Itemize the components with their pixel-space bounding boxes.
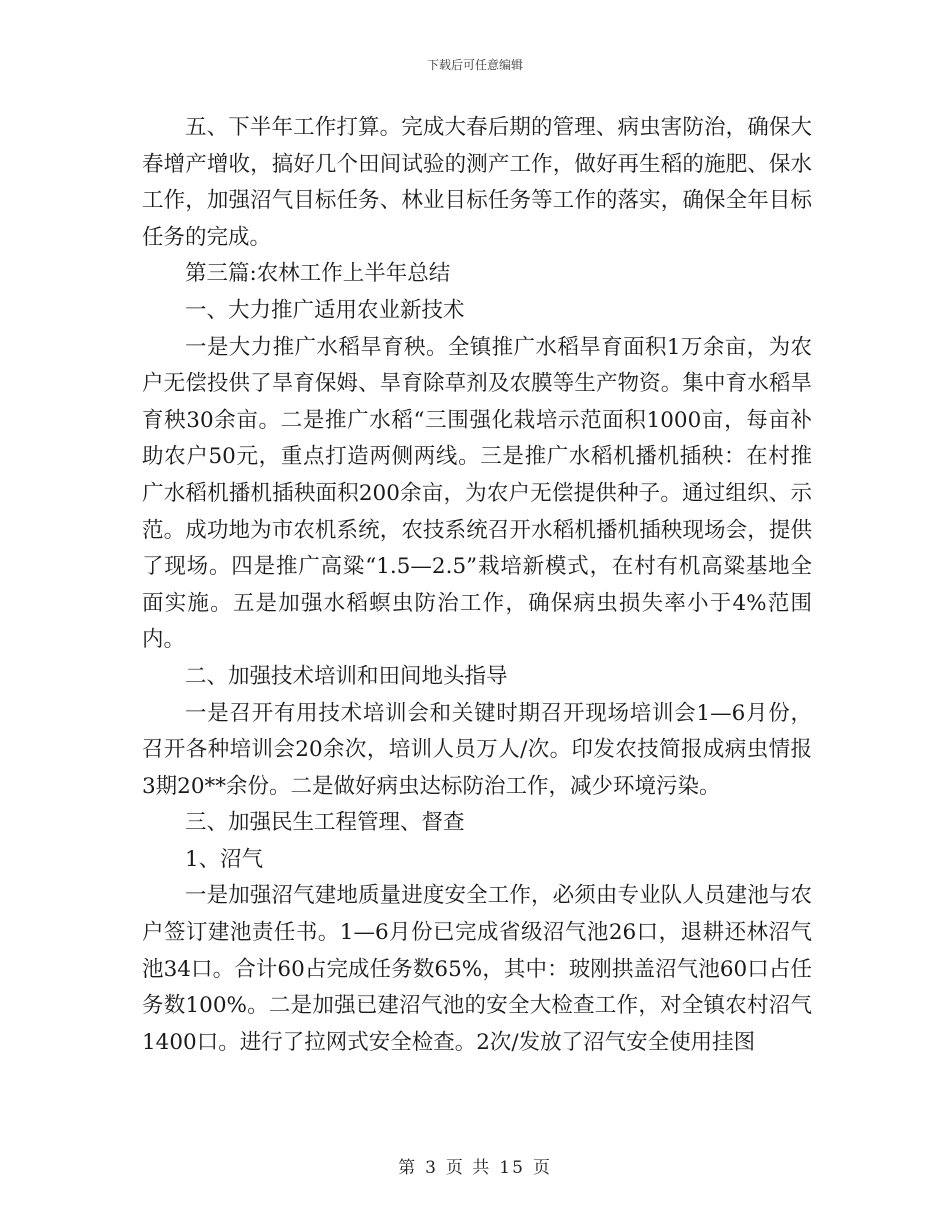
section-title-part-three: 第三篇:农林工作上半年总结 [185, 261, 451, 287]
paragraph-work-plan: 五、下半年工作打算。完成大春后期的管理、病虫害防治，确保大春增产增收，搞好几个田间试验的测产工作，做好再生稻的施肥、保水工作，加强沼气目标任务、林业目标任务等工作的落实，确保全年目标任务的完成。 [142, 115, 812, 250]
footer-prefix: 第 [398, 1158, 418, 1178]
heading-biogas: 1、沼气 [185, 846, 264, 872]
page-header: 下载后可任意编辑 [426, 58, 523, 72]
footer-total-pages: 15 [499, 1158, 525, 1178]
footer-middle: 页 共 [445, 1158, 492, 1178]
heading-livelihood-projects: 三、加强民生工程管理、督查 [185, 810, 465, 836]
page-number-footer [0, 1153, 950, 1178]
paragraph-training: 一是召开有用技术培训会和关键时期召开现场培训会1—6月份，召开各种培训会20余次，培训人员万人/次。印发农技简报成病虫情报3期20**余份。二是做好病虫达标防治工作，减少环境污染。 [142, 700, 812, 799]
footer-suffix: 页 [532, 1158, 552, 1178]
heading-training: 二、加强技术培训和田间地头指导 [185, 663, 508, 689]
footer-current-page: 3 [425, 1158, 438, 1178]
paragraph-biogas: 一是加强沼气建地质量进度安全工作，必须由专业队人员建池与农户签订建池责任书。1—6月份已完成省级沼气池26口，退耕还林沼气池34口。合计60占完成任务数65%，其中：玻刚拱盖沼气池60口占任务数100%。二是加强已建沼气池的安全大检查工作，对全镇农村沼气1400口。进行了拉网式安全检查。2次/发放了沼气安全使用挂图 [142, 883, 812, 1055]
paragraph-technology: 一是大力推广水稻旱育秧。全镇推广水稻旱育面积1万余亩，为农户无偿投供了旱育保姆、旱育除草剂及农膜等生产物资。集中育水稻旱育秧30余亩。二是推广水稻“三围强化栽培示范面积1000亩，每亩补助农户50元，重点打造两侧两线。三是推广水稻机播机插秧：在村推广水稻机播机插秧面积200余亩，为农户无偿提供种子。通过组织、示范。成功地为市农机系统，农技系统召开水稻机播机插秧现场会，提供了现场。四是推广高粱“1.5—2.5”栽培新模式，在村有机高粱基地全面实施。五是加强水稻螟虫防治工作，确保病虫损失率小于4%范围内。 [142, 334, 812, 653]
heading-promote-technology: 一、大力推广适用农业新技术 [185, 297, 465, 323]
document-body [142, 110, 812, 1061]
